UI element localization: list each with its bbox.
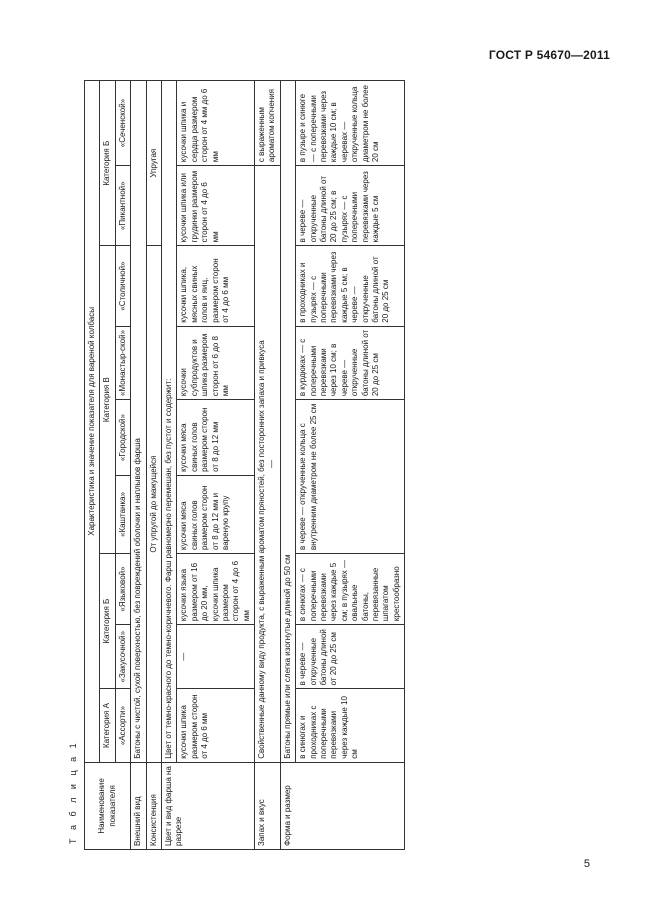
appearance-value: Батоны с чистой, сухой поверхностью, без повреждений оболочки и наплывов фарша <box>131 81 146 763</box>
col-kashtanka: «Каштанка» <box>115 475 130 553</box>
page-number: 5 <box>583 858 590 870</box>
cat-b2-header: Категория Б <box>100 81 115 246</box>
row-shape-values <box>296 81 405 850</box>
appearance-label: Внешний вид <box>131 762 146 849</box>
col-gorodskoy: «Городской» <box>115 400 130 476</box>
shape-yazykovoy: в синюгах — с поперечными перевязками через каждые 5 см; в пузырях — овальные батоны, перевязанные шпагатом крестообразно <box>296 553 405 624</box>
col-zakusochnoy: «Закусочной» <box>115 625 130 689</box>
shape-zakusochnoy: в череве — открученные батоны длиной от 20 до 25 см <box>296 625 405 689</box>
col-assorti: «Ассорти» <box>115 689 130 762</box>
col-name-header: Наименование показателя <box>85 762 131 849</box>
document-code: ГОСТ Р 54670—2011 <box>488 48 610 62</box>
header-row-3 <box>115 81 130 850</box>
color-assorti: кусочки шпика размером сторон от 4 до 6 мм <box>177 689 255 762</box>
row-appearance <box>131 81 146 850</box>
shape-common: Батоны прямые или слегка изогнутые длиной до 50 см <box>280 81 295 763</box>
shape-sechenskoy: в пузыре и синюге — с поперечными перевязками через каждые 10 см; в черевах — открученные кольца диаметром не более 20 см <box>296 81 405 166</box>
table-caption: Т а б л и ц а 1 <box>68 740 78 844</box>
smell-main <box>255 166 281 763</box>
shape-pikantnoy: в череве — открученные батоны длиной от 20 до 25 см; в пузырях — с поперечными перевязками через каждые 5 см <box>296 166 405 246</box>
consistency-label: Консистенция <box>146 762 161 849</box>
shape-assorti: в синюгах и проходниках с поперечными перевязками через каждые 10 см <box>296 689 405 762</box>
consistency-value-a: От упругой до мажущейся <box>146 246 161 762</box>
row-consistency <box>146 81 161 850</box>
rotated-table-area <box>64 80 534 850</box>
color-yazykovoy: кусочки языка размером от 16 до 20 мм, кусочки шпика размером сторон от 4 до 6 мм <box>177 553 255 624</box>
smell-dash: — <box>267 459 277 468</box>
smell-sechenskoy: с выраженным ароматом копчения <box>255 81 281 166</box>
row-smell <box>255 81 281 850</box>
shape-stolichnoy: в проходниках и пузырях — с поперечными перевязками через каждые 5 см; в череве — открученные батоны длиной от 20 до 25 см <box>296 246 405 326</box>
rotated-content <box>64 80 534 850</box>
smell-main-text: Свойственные данному виду продукта, с выраженным ароматом пряностей, без посторонних запаха и привкуса <box>257 340 267 759</box>
consistency-value-b: Упругая <box>146 81 161 246</box>
color-monastyrskoy: кусочки субпродуктов и шпика размером сторон от 6 до 8 мм <box>177 326 255 399</box>
characteristics-header: Характеристика и значение показателя для вареной колбасы <box>85 81 100 763</box>
characteristics-table <box>84 80 405 850</box>
row-shape-header <box>280 81 295 850</box>
row-color-header <box>161 81 176 850</box>
col-stolichnoy: «Столичной» <box>115 246 130 326</box>
color-kashtanka: кусочки мяса свиных голов размером сторон от 8 до 12 мм и вареную крупу <box>177 475 255 553</box>
color-pikantnoy: кусочки шпика или грудинки размером сторон от 4 до 6 мм <box>177 166 255 246</box>
col-monastyrskoy: «Монастыр-ской» <box>115 326 130 399</box>
row-color-values <box>177 81 255 850</box>
header-row-2 <box>100 81 115 850</box>
cat-v-header: Категория В <box>100 246 115 554</box>
color-label: Цвет и вид фарша на разрезе <box>161 762 254 849</box>
color-gorodskoy: кусочки мяса свиных голов размером сторон от 8 до 12 мм <box>177 400 255 476</box>
col-sechenskoy: «Сеченской» <box>115 81 130 166</box>
col-yazykovoy: «Языковой» <box>115 553 130 624</box>
color-sechenskoy: кусочки шпика и сердца размером сторон от 4 мм до 6 мм <box>177 81 255 166</box>
header-row-1 <box>85 81 100 850</box>
cat-b-header: Категория Б <box>100 553 115 688</box>
shape-kashtanka-gorodskoy: в череве — открученные кольца с внутренним диаметром не более 25 см <box>296 400 405 554</box>
shape-monastyrskoy: в курдюках — с поперечными перевязками через 10 см; в череве — открученные батоны длиной от 20 до 25 см <box>296 326 405 399</box>
cat-a-header: Категория А <box>100 689 115 762</box>
color-zakusochnoy: — <box>177 625 255 689</box>
color-common: Цвет от темно-красного до темно-коричневого. Фарш равномерно перемешан, без пустот и содержит: <box>161 81 176 763</box>
col-pikantnoy: «Пикантной» <box>115 166 130 246</box>
smell-label: Запах и вкус <box>255 762 281 849</box>
shape-label: Форма и размер <box>280 762 404 849</box>
color-stolichnoy: кусочки шпика, мясных свиных голов и яиц, размером сторон от 4 до 6 мм <box>177 246 255 326</box>
